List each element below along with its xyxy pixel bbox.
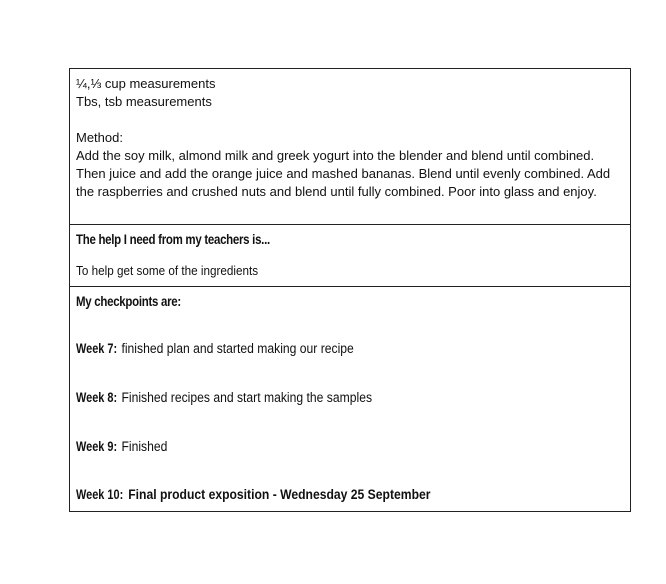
week-label: Week 7: (76, 341, 118, 356)
spoon-measurements-text: Tbs, tsb measurements (76, 94, 212, 109)
spacer (76, 111, 624, 129)
plan-table (69, 68, 631, 512)
week-label: Week 8: (76, 390, 118, 405)
checkpoints-heading: My checkpoints are: (76, 293, 181, 309)
checkpoint-week-9 (76, 438, 569, 456)
teacher-help-section (70, 225, 630, 287)
method-text: Add the soy milk, almond milk and greek yogurt into the blender and blend until combined. Then juice and add the orange juice and mashed bananas. Blend until evenly combined. Add the raspberries and crushed nuts and blend until fully combined. Poor into glass and enjoy. (76, 148, 611, 199)
week-label: Week 10: (76, 487, 124, 502)
method-label: Method: (76, 130, 123, 145)
checkpoint-week-8 (76, 389, 569, 407)
checkpoint-week-7 (76, 340, 569, 358)
ingredients-method-section (70, 69, 630, 225)
cup-measurements-text: ¼,⅓ cup measurements (76, 76, 216, 91)
teacher-help-answer: To help get some of the ingredients (76, 263, 259, 278)
checkpoints-section (70, 287, 630, 511)
week-text: Finished (118, 439, 168, 454)
checkpoint-week-10 (76, 486, 569, 504)
week-text: Final product exposition - Wednesday 25 September (124, 487, 431, 502)
week-text: finished plan and started making our recipe (118, 341, 354, 356)
week-label: Week 9: (76, 439, 118, 454)
teacher-help-heading: The help I need from my teachers is... (76, 231, 270, 247)
week-text: Finished recipes and start making the samples (118, 390, 373, 405)
